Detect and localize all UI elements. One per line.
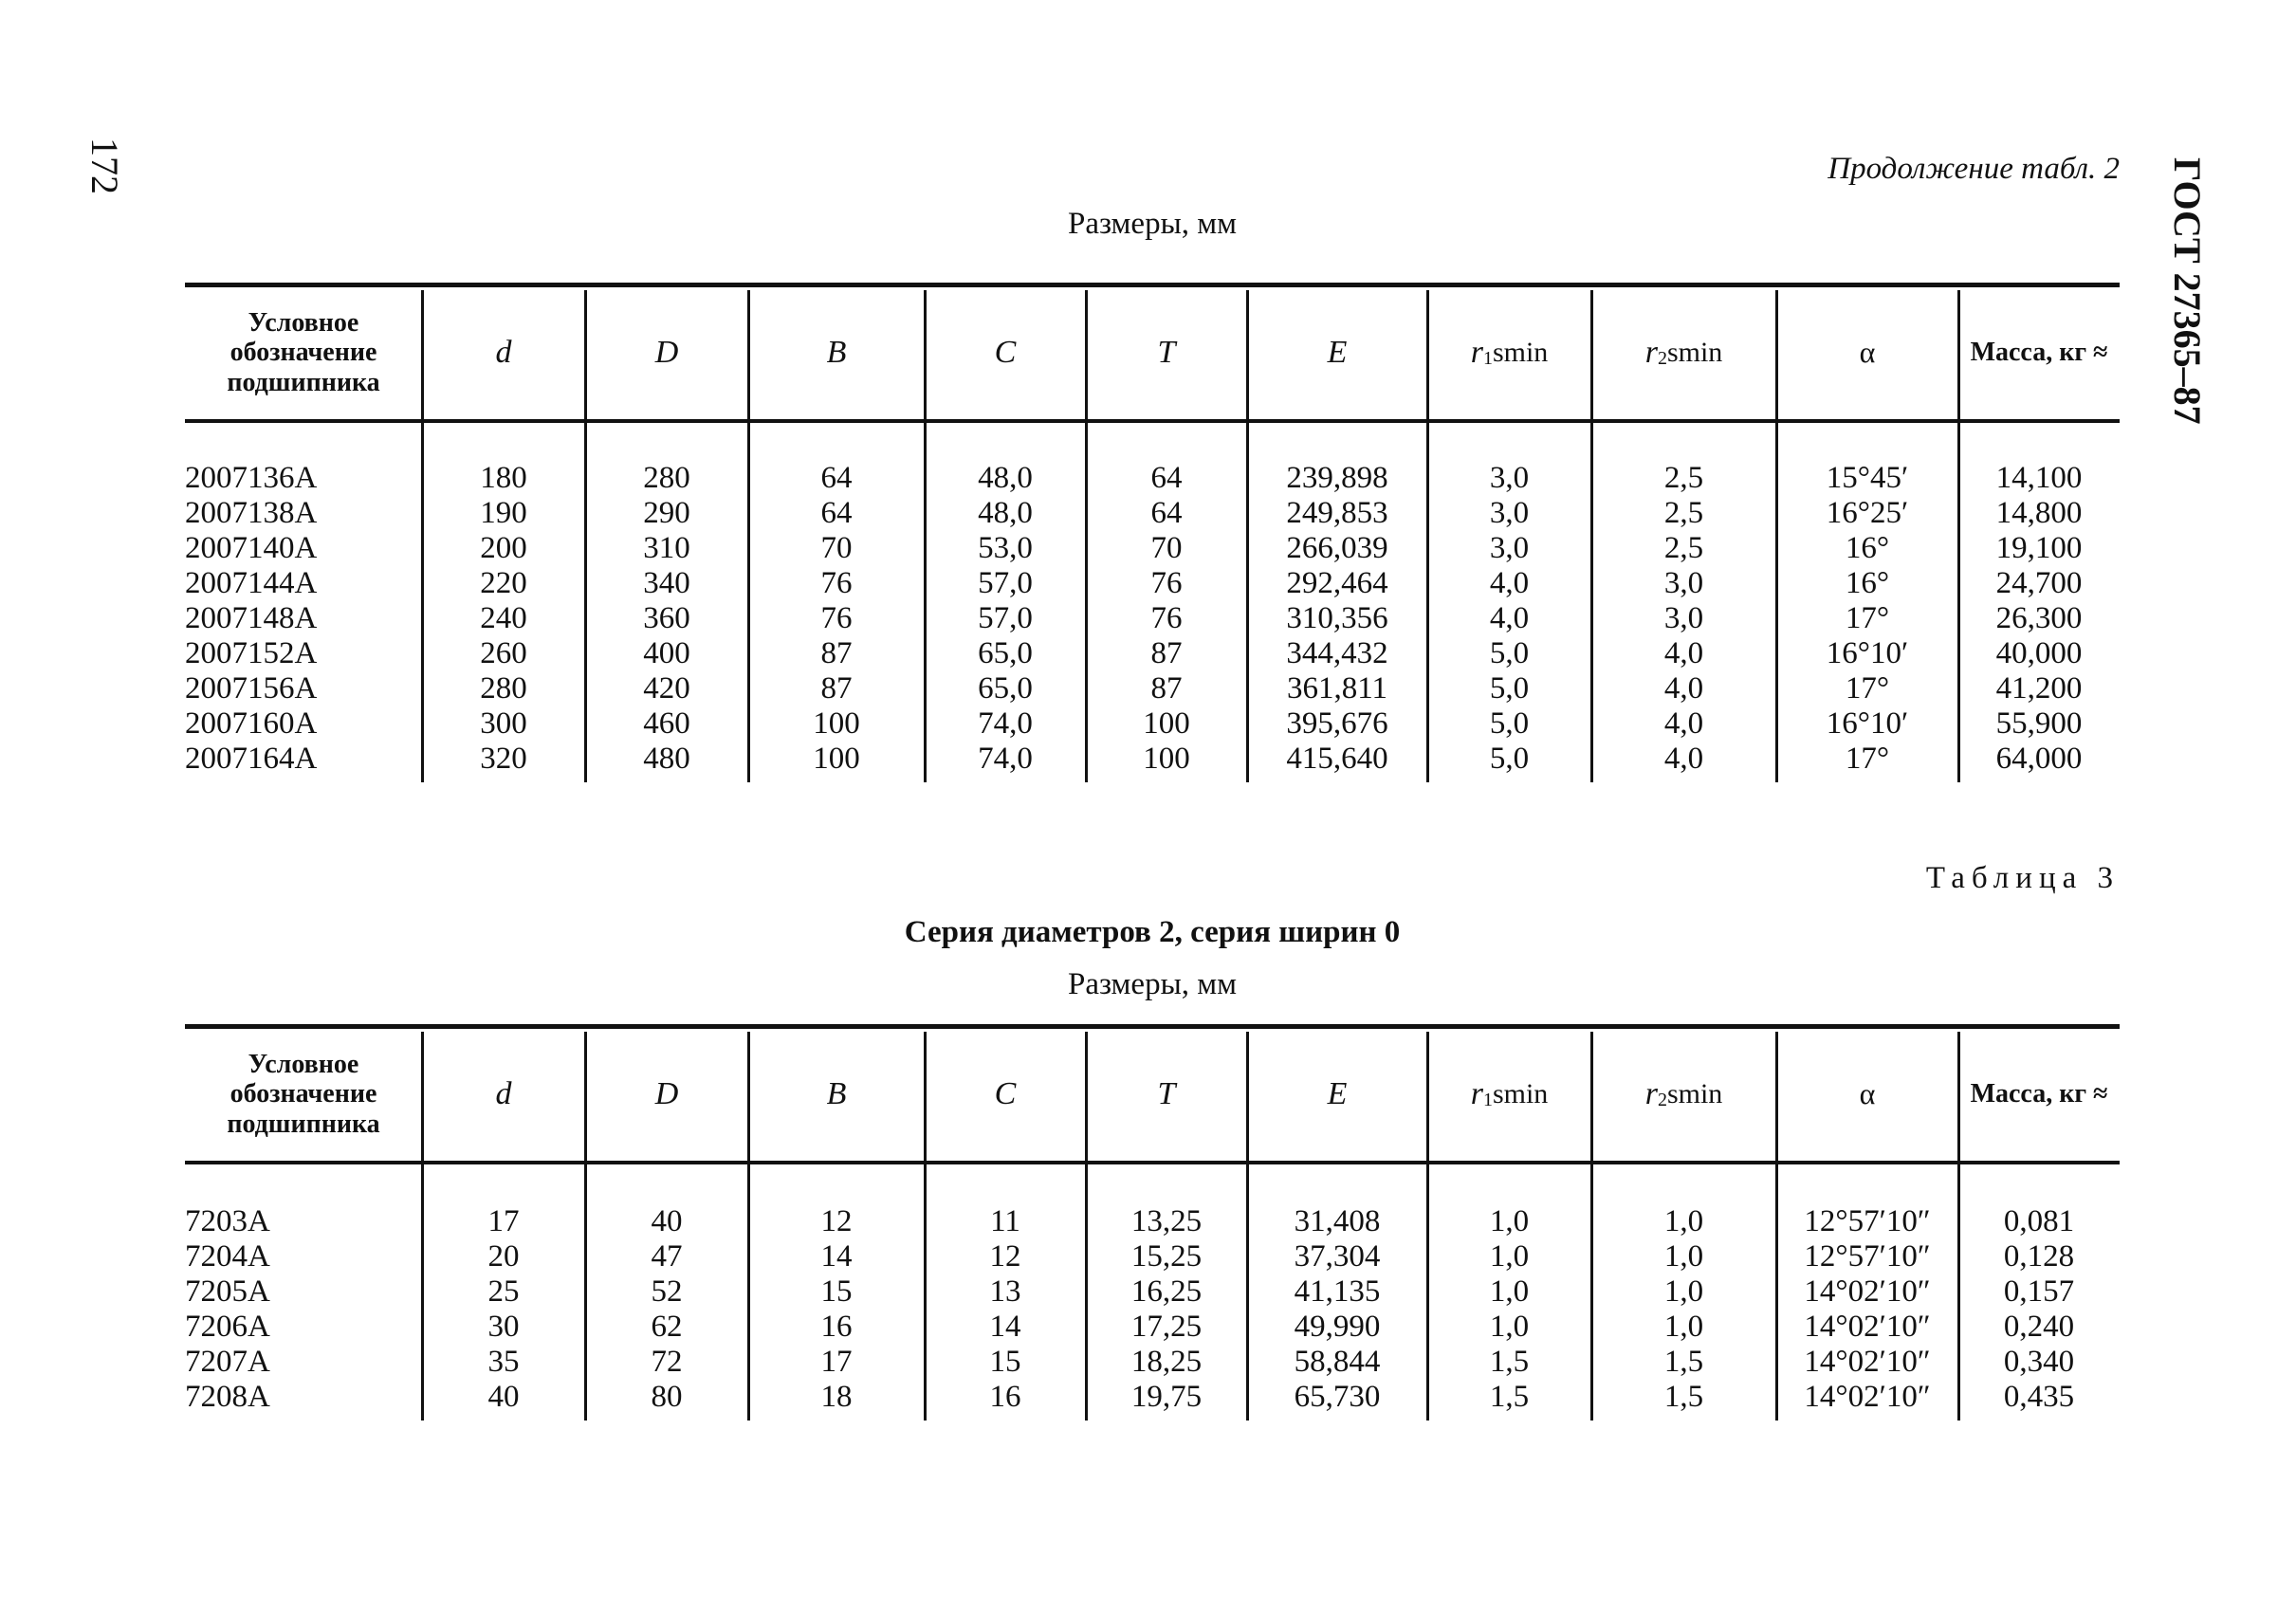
cell-r2-smin: 3,0 (1663, 601, 1704, 635)
cell-designation: 2007138А (185, 496, 318, 530)
header-r-suffix: smin (1666, 1078, 1723, 1110)
cell-D: 400 (643, 636, 690, 670)
header-designation: Условное обозначение подшипника (227, 307, 380, 397)
cell-E: 58,844 (1294, 1345, 1381, 1379)
header-E: E (1327, 334, 1348, 370)
cell-alpha: 16°10′ (1826, 706, 1909, 741)
header-B: B (826, 334, 847, 370)
column-divider (1957, 290, 1960, 782)
cell-d: 260 (480, 636, 527, 670)
cell-D: 480 (643, 742, 690, 776)
cell-d: 320 (480, 742, 527, 776)
bearing-table-3 (185, 1024, 2120, 1429)
cell-B: 12 (820, 1204, 853, 1238)
cell-D: 280 (643, 461, 690, 495)
cell-r1-smin: 1,5 (1489, 1380, 1530, 1414)
table-row (185, 566, 2120, 601)
cell-D: 420 (643, 671, 690, 706)
table-row (185, 1380, 2120, 1415)
cell-r1-smin: 5,0 (1489, 671, 1530, 706)
cell-B: 16 (820, 1310, 853, 1344)
cell-alpha: 17° (1845, 601, 1890, 635)
cell-r2-smin: 4,0 (1663, 671, 1704, 706)
header-d: d (495, 334, 512, 370)
cell-r2-smin: 2,5 (1663, 496, 1704, 530)
cell-D: 47 (651, 1239, 683, 1274)
header-r-subscript: 1 (1482, 347, 1493, 369)
cell-alpha: 14°02′10″ (1804, 1345, 1931, 1379)
cell-designation: 2007140А (185, 531, 318, 565)
table-row (185, 1274, 2120, 1310)
cell-r1-smin: 5,0 (1489, 706, 1530, 741)
cell-d: 20 (487, 1239, 520, 1274)
table-continuation-caption: Продолжение табл. 2 (1828, 152, 2120, 186)
cell-B: 76 (820, 601, 853, 635)
header-mass: Масса, кг ≈ (1970, 338, 2108, 368)
cell-r1-smin: 5,0 (1489, 742, 1530, 776)
cell-designation: 7207А (185, 1345, 270, 1379)
cell-E: 49,990 (1294, 1310, 1381, 1344)
cell-C: 65,0 (978, 671, 1033, 706)
column-divider (1246, 290, 1249, 782)
table-row (185, 1310, 2120, 1345)
column-divider (924, 290, 927, 782)
cell-C: 16 (989, 1380, 1021, 1414)
cell-d: 280 (480, 671, 527, 706)
cell-B: 64 (820, 496, 853, 530)
table-row (185, 636, 2120, 671)
table-row (185, 1345, 2120, 1380)
table-row (185, 742, 2120, 777)
cell-mass: 24,700 (1995, 566, 2083, 600)
cell-alpha: 12°57′10″ (1804, 1204, 1931, 1238)
cell-T: 87 (1150, 636, 1183, 670)
cell-C: 13 (989, 1274, 1021, 1309)
column-divider (747, 1032, 750, 1421)
cell-d: 240 (480, 601, 527, 635)
table-top-rule (185, 1024, 2120, 1029)
column-divider (1775, 1032, 1778, 1421)
cell-designation: 7203А (185, 1204, 270, 1238)
cell-alpha: 16° (1845, 531, 1890, 565)
cell-mass: 0,157 (2003, 1274, 2075, 1309)
cell-D: 62 (651, 1310, 683, 1344)
header-r-subscript: 1 (1482, 1089, 1493, 1110)
table-row (185, 496, 2120, 531)
header-r-suffix: smin (1492, 1078, 1549, 1110)
cell-B: 17 (820, 1345, 853, 1379)
cell-designation: 2007144А (185, 566, 318, 600)
cell-D: 72 (651, 1345, 683, 1379)
cell-T: 70 (1150, 531, 1183, 565)
units-caption: Размеры, мм (1067, 207, 1238, 241)
cell-C: 48,0 (978, 461, 1033, 495)
bearing-table-continued (185, 283, 2120, 793)
cell-mass: 40,000 (1995, 636, 2083, 670)
header-alpha: α (1859, 335, 1876, 370)
cell-E: 415,640 (1286, 742, 1388, 776)
column-divider (584, 1032, 587, 1421)
cell-B: 100 (813, 742, 860, 776)
cell-C: 53,0 (978, 531, 1033, 565)
cell-T: 76 (1150, 566, 1183, 600)
header-r2-smin (1595, 1032, 1773, 1157)
header-r1-smin (1431, 1032, 1588, 1157)
cell-C: 12 (989, 1239, 1021, 1274)
table-row (185, 461, 2120, 496)
cell-r2-smin: 4,0 (1663, 706, 1704, 741)
cell-E: 239,898 (1286, 461, 1388, 495)
cell-T: 19,75 (1130, 1380, 1203, 1414)
table-3-label: Таблица 3 (1925, 861, 2120, 895)
cell-E: 361,811 (1286, 671, 1388, 706)
column-divider (1426, 290, 1429, 782)
cell-mass: 14,100 (1995, 461, 2083, 495)
cell-alpha: 12°57′10″ (1804, 1239, 1931, 1274)
units-caption: Размеры, мм (1067, 967, 1238, 1001)
cell-r1-smin: 1,0 (1489, 1310, 1530, 1344)
cell-designation: 2007156А (185, 671, 318, 706)
cell-alpha: 16° (1845, 566, 1890, 600)
header-r2-smin (1595, 290, 1773, 415)
cell-D: 40 (651, 1204, 683, 1238)
header-r-letter: r (1470, 1075, 1483, 1111)
cell-alpha: 17° (1845, 742, 1890, 776)
column-divider (1426, 1032, 1429, 1421)
header-bottom-rule (185, 419, 2120, 423)
column-divider (747, 290, 750, 782)
header-E: E (1327, 1075, 1348, 1111)
cell-r2-smin: 1,5 (1663, 1380, 1704, 1414)
cell-B: 18 (820, 1380, 853, 1414)
cell-r2-smin: 4,0 (1663, 636, 1704, 670)
cell-alpha: 15°45′ (1826, 461, 1909, 495)
cell-T: 13,25 (1130, 1204, 1203, 1238)
cell-mass: 0,081 (2003, 1204, 2075, 1238)
cell-D: 340 (643, 566, 690, 600)
cell-r2-smin: 4,0 (1663, 742, 1704, 776)
cell-D: 310 (643, 531, 690, 565)
document-code: ГОСТ 27365–87 (2166, 157, 2209, 425)
cell-B: 70 (820, 531, 853, 565)
cell-E: 266,039 (1286, 531, 1388, 565)
cell-C: 65,0 (978, 636, 1033, 670)
cell-mass: 41,200 (1995, 671, 2083, 706)
column-divider (1957, 1032, 1960, 1421)
table-row (185, 531, 2120, 566)
header-r-subscript: 2 (1657, 347, 1667, 369)
page-number: 172 (83, 137, 126, 194)
cell-mass: 14,800 (1995, 496, 2083, 530)
cell-T: 64 (1150, 461, 1183, 495)
cell-mass: 64,000 (1995, 742, 2083, 776)
cell-E: 395,676 (1286, 706, 1388, 741)
header-C: C (994, 1075, 1017, 1111)
header-D: D (654, 1075, 679, 1111)
cell-C: 48,0 (978, 496, 1033, 530)
cell-d: 300 (480, 706, 527, 741)
cell-D: 52 (651, 1274, 683, 1309)
cell-E: 344,432 (1286, 636, 1388, 670)
cell-alpha: 17° (1845, 671, 1890, 706)
column-divider (421, 1032, 424, 1421)
cell-r2-smin: 2,5 (1663, 531, 1704, 565)
cell-r1-smin: 4,0 (1489, 566, 1530, 600)
cell-d: 17 (487, 1204, 520, 1238)
cell-r1-smin: 4,0 (1489, 601, 1530, 635)
cell-E: 292,464 (1286, 566, 1388, 600)
cell-designation: 2007148А (185, 601, 318, 635)
cell-r2-smin: 1,5 (1663, 1345, 1704, 1379)
header-T: T (1157, 334, 1176, 370)
header-d: d (495, 1075, 512, 1111)
cell-mass: 0,435 (2003, 1380, 2075, 1414)
header-D: D (654, 334, 679, 370)
cell-d: 190 (480, 496, 527, 530)
cell-designation: 7206А (185, 1310, 270, 1344)
cell-r2-smin: 1,0 (1663, 1204, 1704, 1238)
cell-B: 87 (820, 636, 853, 670)
header-r-suffix: smin (1492, 337, 1549, 369)
cell-r2-smin: 1,0 (1663, 1274, 1704, 1309)
cell-designation: 7208А (185, 1380, 270, 1414)
cell-d: 40 (487, 1380, 520, 1414)
cell-E: 65,730 (1294, 1380, 1381, 1414)
cell-r1-smin: 1,0 (1489, 1274, 1530, 1309)
cell-T: 16,25 (1130, 1274, 1203, 1309)
cell-T: 76 (1150, 601, 1183, 635)
header-r-subscript: 2 (1657, 1089, 1667, 1110)
cell-T: 100 (1143, 706, 1190, 741)
cell-mass: 55,900 (1995, 706, 2083, 741)
table-row (185, 671, 2120, 706)
cell-B: 64 (820, 461, 853, 495)
cell-C: 15 (989, 1345, 1021, 1379)
table-row (185, 1204, 2120, 1239)
column-divider (1775, 290, 1778, 782)
cell-designation: 2007160А (185, 706, 318, 741)
cell-r1-smin: 3,0 (1489, 531, 1530, 565)
cell-d: 180 (480, 461, 527, 495)
cell-r2-smin: 1,0 (1663, 1310, 1704, 1344)
cell-designation: 2007164А (185, 742, 318, 776)
cell-mass: 19,100 (1995, 531, 2083, 565)
column-divider (1085, 290, 1088, 782)
cell-T: 17,25 (1130, 1310, 1203, 1344)
cell-mass: 0,128 (2003, 1239, 2075, 1274)
cell-T: 64 (1150, 496, 1183, 530)
cell-E: 41,135 (1294, 1274, 1381, 1309)
cell-designation: 2007152А (185, 636, 318, 670)
cell-r1-smin: 1,0 (1489, 1204, 1530, 1238)
column-divider (1590, 1032, 1593, 1421)
header-T: T (1157, 1075, 1176, 1111)
cell-d: 220 (480, 566, 527, 600)
cell-mass: 0,340 (2003, 1345, 2075, 1379)
cell-E: 37,304 (1294, 1239, 1381, 1274)
cell-E: 31,408 (1294, 1204, 1381, 1238)
cell-E: 249,853 (1286, 496, 1388, 530)
cell-d: 25 (487, 1274, 520, 1309)
cell-d: 30 (487, 1310, 520, 1344)
cell-E: 310,356 (1286, 601, 1388, 635)
cell-alpha: 16°25′ (1826, 496, 1909, 530)
header-designation: Условное обозначение подшипника (227, 1049, 380, 1139)
column-divider (1590, 290, 1593, 782)
cell-C: 74,0 (978, 742, 1033, 776)
cell-T: 18,25 (1130, 1345, 1203, 1379)
header-mass: Масса, кг ≈ (1970, 1079, 2108, 1109)
cell-alpha: 14°02′10″ (1804, 1274, 1931, 1309)
header-C: C (994, 334, 1017, 370)
column-divider (1246, 1032, 1249, 1421)
cell-r1-smin: 3,0 (1489, 496, 1530, 530)
cell-r1-smin: 1,5 (1489, 1345, 1530, 1379)
cell-D: 80 (651, 1380, 683, 1414)
column-divider (421, 290, 424, 782)
cell-C: 11 (990, 1204, 1020, 1238)
series-caption: Серия диаметров 2, серия ширин 0 (904, 915, 1401, 949)
cell-T: 15,25 (1130, 1239, 1203, 1274)
cell-D: 290 (643, 496, 690, 530)
column-divider (924, 1032, 927, 1421)
header-r-letter: r (1644, 334, 1658, 370)
cell-C: 57,0 (978, 566, 1033, 600)
cell-B: 76 (820, 566, 853, 600)
cell-d: 200 (480, 531, 527, 565)
cell-r2-smin: 1,0 (1663, 1239, 1704, 1274)
cell-r1-smin: 3,0 (1489, 461, 1530, 495)
cell-alpha: 14°02′10″ (1804, 1380, 1931, 1414)
cell-r1-smin: 1,0 (1489, 1239, 1530, 1274)
cell-d: 35 (487, 1345, 520, 1379)
cell-T: 87 (1150, 671, 1183, 706)
cell-B: 14 (820, 1239, 853, 1274)
cell-B: 87 (820, 671, 853, 706)
column-divider (1085, 1032, 1088, 1421)
cell-designation: 7204А (185, 1239, 270, 1274)
cell-alpha: 14°02′10″ (1804, 1310, 1931, 1344)
cell-designation: 2007136А (185, 461, 318, 495)
cell-r1-smin: 5,0 (1489, 636, 1530, 670)
header-r-suffix: smin (1666, 337, 1723, 369)
table-row (185, 601, 2120, 636)
cell-alpha: 16°10′ (1826, 636, 1909, 670)
cell-C: 74,0 (978, 706, 1033, 741)
header-r-letter: r (1644, 1075, 1658, 1111)
cell-mass: 26,300 (1995, 601, 2083, 635)
table-top-rule (185, 283, 2120, 287)
header-r1-smin (1431, 290, 1588, 415)
header-B: B (826, 1075, 847, 1111)
table-row (185, 1239, 2120, 1274)
cell-B: 100 (813, 706, 860, 741)
cell-mass: 0,240 (2003, 1310, 2075, 1344)
cell-designation: 7205А (185, 1274, 270, 1309)
header-r-letter: r (1470, 334, 1483, 370)
cell-r2-smin: 3,0 (1663, 566, 1704, 600)
cell-D: 460 (643, 706, 690, 741)
table-row (185, 706, 2120, 742)
header-bottom-rule (185, 1161, 2120, 1164)
cell-D: 360 (643, 601, 690, 635)
cell-C: 14 (989, 1310, 1021, 1344)
cell-r2-smin: 2,5 (1663, 461, 1704, 495)
cell-C: 57,0 (978, 601, 1033, 635)
header-alpha: α (1859, 1076, 1876, 1111)
cell-T: 100 (1143, 742, 1190, 776)
cell-B: 15 (820, 1274, 853, 1309)
column-divider (584, 290, 587, 782)
